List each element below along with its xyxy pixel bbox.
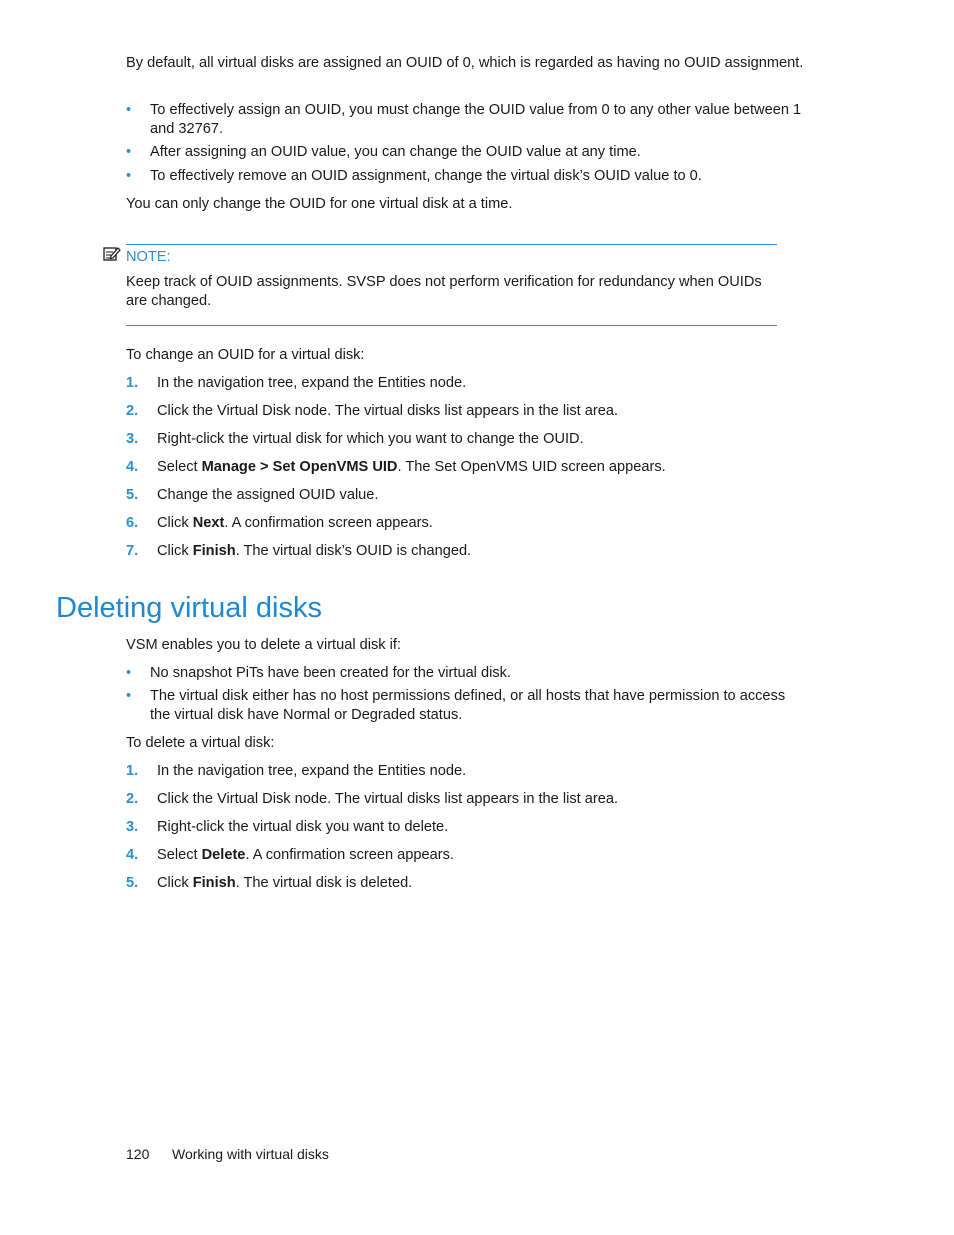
note-top-rule [126,244,777,245]
step-text: Select Manage > Set OpenVMS UID. The Set OpenVMS UID screen appears. [157,459,666,475]
step-text: Change the assigned OUID value. [157,487,379,503]
step-number: 7. [126,543,139,559]
step-text: In the navigation tree, expand the Entities node. [157,375,467,391]
step-number: 2. [126,791,139,807]
bullet-text: After assigning an OUID value, you can change the OUID value at any time. [150,144,641,160]
step-number: 3. [126,431,139,447]
step-text: Click the Virtual Disk node. The virtual disks list appears in the list area. [157,403,618,419]
section-heading: Deleting virtual disks [56,592,322,624]
step-text: Right-click the virtual disk you want to delete. [157,819,449,835]
intro-closing: You can only change the OUID for one virtual disk at a time. [126,196,513,212]
step-item [126,458,806,477]
step-item [126,790,806,809]
step-number: 5. [126,487,139,503]
step-item [126,374,806,393]
step-number: 2. [126,403,139,419]
bullet-text: To effectively assign an OUID, you must change the OUID value from 0 to any other value between 1 and 32767. [150,102,802,137]
step-item [126,846,806,865]
bullet-icon: • [126,688,132,704]
step-number: 4. [126,847,139,863]
step-text: In the navigation tree, expand the Entities node. [157,763,467,779]
step-item [126,430,806,449]
step-item [126,486,806,505]
step-text: Select Delete. A confirmation screen appears. [157,847,454,863]
step-text: Click Finish. The virtual disk’s OUID is changed. [157,543,472,559]
note-pencil-icon [103,246,121,268]
section-lead: VSM enables you to delete a virtual disk if: [126,637,401,653]
step-number: 3. [126,819,139,835]
step-number: 6. [126,515,139,531]
step-text: Click Finish. The virtual disk is deleted. [157,875,413,891]
footer-section-title: Working with virtual disks [172,1146,329,1162]
bullet-icon: • [126,144,132,160]
step-item [126,762,806,781]
bullet-icon: • [126,102,132,118]
step-number: 1. [126,763,139,779]
note-bottom-rule [126,325,777,326]
page-number: 120 [126,1146,150,1162]
step-number: 5. [126,875,139,891]
step-item [126,874,806,893]
step-item [126,402,806,421]
intro-paragraph: By default, all virtual disks are assigned an OUID of 0, which is regarded as having no OUID assignment. [126,55,804,71]
procedure-lead: To delete a virtual disk: [126,735,275,751]
bullet-icon: • [126,665,132,681]
note-text: Keep track of OUID assignments. SVSP does not perform verification for redundancy when OUIDs are changed. [126,274,762,309]
step-item [126,514,806,533]
bullet-text: The virtual disk either has no host permissions defined, or all hosts that have permission to access the virtual disk have Normal or Degraded status. [150,688,786,723]
step-text: Click Next. A confirmation screen appears. [157,515,433,531]
bullet-text: To effectively remove an OUID assignment, change the virtual disk’s OUID value to 0. [150,168,702,184]
bullet-text: No snapshot PiTs have been created for the virtual disk. [150,665,511,681]
bullet-icon: • [126,168,132,184]
note-label: NOTE: [126,249,171,265]
step-text: Right-click the virtual disk for which you want to change the OUID. [157,431,584,447]
step-number: 4. [126,459,139,475]
procedure-lead: To change an OUID for a virtual disk: [126,347,365,363]
step-item [126,542,806,561]
step-item [126,818,806,837]
step-number: 1. [126,375,139,391]
step-text: Click the Virtual Disk node. The virtual disks list appears in the list area. [157,791,618,807]
